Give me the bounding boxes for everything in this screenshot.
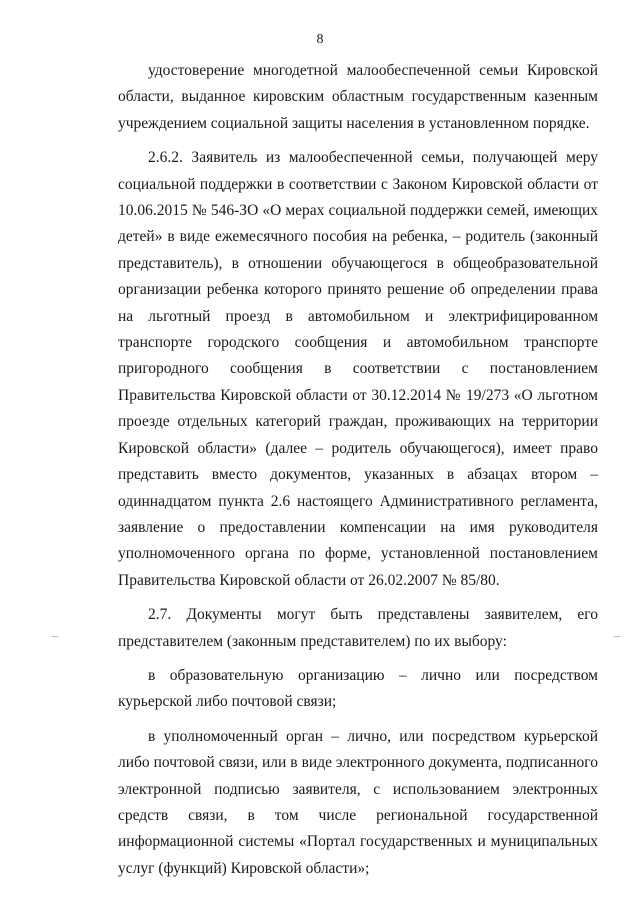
document-body <box>118 58 598 890</box>
paragraph-2-6-2: 2.6.2. Заявитель из малообеспеченной семьи, получающей меру социальной поддержки в соответствии с Законом Кировской области от 10.06.2015 № 546-ЗО «О мерах социальной поддержки семей, имеющих детей» в виде ежемесячного пособия на ребенка, – родитель (законный представитель), в отношении обучающегося в общеобразовательной организации ребенка которого принято решение об определении права на льготный проезд в автомобильном и электрифицированном транспорте городского сообщения и автомобильном транспорте пригородного сообщения в соответствии с постановлением Правительства Кировской области от 30.12.2014 № 19/273 «О льготном проезде отдельных категорий граждан, проживающих на территории Кировской области» (далее – родитель обучающегося), имеет право представить вместо документов, указанных в абзацах втором – одиннадцатом пункта 2.6 настоящего Административного регламента, заявление о предоставлении компенсации на имя руководителя уполномоченного органа по форме, установленной постановлением Правительства Кировской области от 26.02.2007 № 85/80. <box>118 149 598 589</box>
scan-artifact-right: – <box>614 628 620 642</box>
paragraph-educational-org: в образовательную организацию – лично или посредством курьерской либо почтовой связи; <box>118 666 598 711</box>
paragraph-2-7: 2.7. Документы могут быть представлены заявителем, его представителем (законным представителем) по их выбору: <box>118 606 598 650</box>
page-number: 8 <box>316 32 324 47</box>
scan-artifact-left: – <box>52 628 58 642</box>
paragraph-authorized-body: в уполномоченный орган – лично, или посредством курьерской либо почтовой связи, или в виде электронного документа, подписанного электронной подписью заявителя, с использованием электронных средств связи, в том числе региональной государственной информационной системы «Портал государственных и муниципальных услуг (функций) Кировской области»; <box>118 727 598 877</box>
paragraph-certificate: удостоверение многодетной малообеспеченной семьи Кировской области, выданное кировским областным государственным казенным учреждением социальной защиты населения в установленном порядке. <box>118 62 598 132</box>
